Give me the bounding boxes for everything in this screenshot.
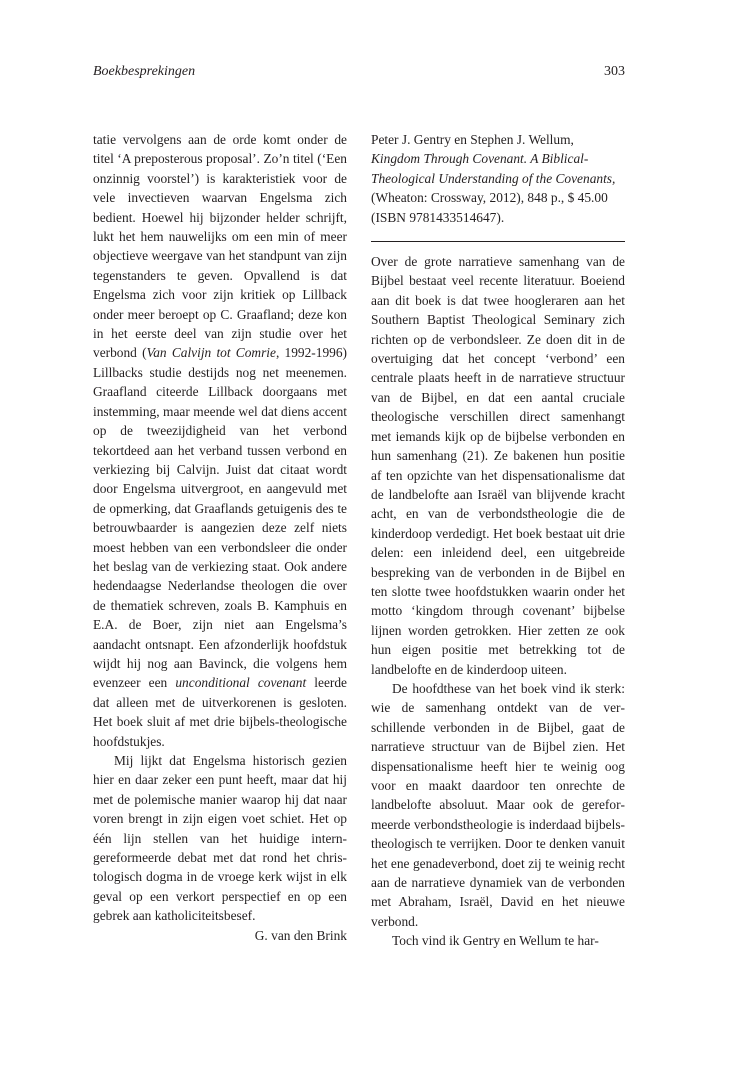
right-paragraph-2: De hoofdthese van het boek vind ik sterk: wie de samenhang ontdekt van de verschillende verbonden in de Bijbel, gaat de narratieve structuur van de Bijbel zien. Het dispensationalisme heeft hier te weinig oog voor en maakt daardoor ten onrechte de landbelofte absoluut. Maar ook de gereformeerde verbondstheologie is inderdaad bijbels-theologisch te verrijken. Door te denken vanuit het ene genadeverbond, doet zij te weinig recht aan de narratieve dynamiek van de verbonden met Abraham, Israël, David en het nieuwe verbond. [371, 680, 625, 929]
text-run: tatie vervolgens aan de orde komt onder de titel ‘A preposterous proposal’. Zo’n titel (‘Een onzinnig voorstel’) is karakteristiek voor de vele invectieven waarvan Engelsma zich bedient. Hoewel hij bijzonder helder schrijft, lukt het hem nauwelijks om een min of meer objectieve weergave van het standpunt van zijn tegenstanders te geven. Opvallend is dat Engelsma zich voor zijn kritiek op Lillback onder meer beroept op C. Graafland; deze kon in het eerste deel van zijn studie over het verbond ( [93, 132, 347, 361]
left-column [93, 130, 347, 945]
right-column [371, 130, 625, 951]
page-number: 303 [604, 64, 625, 79]
right-paragraph-1: Over de grote narratieve samenhang van de Bijbel bestaat veel recente literatuur. Boeiend aan dit boek is dat twee hoogleraren aan het Southern Baptist Theological Seminary zich richten op de verbondsleer. Ze doen dit in de overtuiging dat het concept ‘verbond’ een centrale plaats heeft in de narratieve structuur van de Bijbel, en dat een aantal cruciale theologische verschillen direct samenhangt met iemands kijk op de bijbelse verbonden en hun samenhang (21). Ze bakenen hun positie af ten opzichte van het dispensationalisme dat de landbelofte aan Israël van blijvende kracht acht, en van de verbondstheologie die de kinderdoop verdedigt. Het boek bestaat uit drie delen: een inleidend deel, een uitgebreide bespreking van de verbonden in de Bijbel en ten slotte twee hoofdstukken waarin onder het motto ‘kingdom through covenant’ bijbelse lijnen worden getrokken. Hier zetten ze ook hun eigen positie met betrekking tot de landbelofte en de kinderdoop uiteen. [371, 254, 625, 677]
book-citation [371, 130, 625, 227]
left-paragraph-2: Mij lijkt dat Engelsma historisch gezien hier en daar zeker een punt heeft, maar dat hij met de polemische manier waarop hij dat naar voren brengt in zijn eigen voet schiet. Het op één lijn stellen van het huidige intern-gereformeerde debat met dat rond het christologisch dogma in de vroege kerk wijst in elk geval op een verkort perspectief en op een gebrek aan katholiciteitsbesef. [93, 753, 347, 924]
text-run: leerde dat alleen met de uitverkorenen is gesloten. Het boek sluit af met drie bijbels-theologische hoofdstukjes. [93, 675, 347, 749]
left-paragraph-1 [93, 130, 347, 751]
book-title: Van Calvijn tot Comrie [146, 345, 276, 361]
divider [371, 241, 625, 242]
text-run: , 1992-1996) Lillbacks studie destijds nog net meenemen. Graafland citeerde Lillback doorgaans met instemming, maar meende wel dat diens accent op de tweezijdigheid van het verbond tekortdeed aan het verband tussen verbond en verkiezing bij Calvijn. Juist dat citaat wordt door Engelsma uitvergroot, en aangevuld met de opmerking, dat Graaflands getuigenis des te betrouwbaarder is aangezien deze zelf niets moest hebben van een verbondsleer die onder het beslag van de verkiezing staat. Ook andere hedendaagse Nederlandse theologen die over de thematiek schreven, zoals B. Kamphuis en E.A. de Boer, zijn niet aan Engelsma’s aandacht ontsnapt. Een afzonderlijk hoofdstuk wijdt hij nog aan Bavinck, die volgens hem evenzeer een [93, 345, 347, 691]
reviewer-signature: G. van den Brink [254, 927, 347, 943]
citation-publication: (Wheaton: Crossway, 2012), 848 p., $ 45.00 (ISBN 9781433514647). [371, 190, 608, 225]
right-paragraph-3: Toch vind ik Gentry en Wellum te har- [392, 933, 599, 949]
running-header [93, 64, 625, 84]
citation-authors: Peter J. Gentry en Stephen J. Wellum, [371, 132, 574, 147]
section-title: Boekbesprekingen [93, 64, 196, 79]
citation-title: Kingdom Through Covenant. A Biblical-Theological Understanding of the Covenants, [371, 151, 616, 186]
italic-term: unconditional covenant [175, 675, 307, 691]
